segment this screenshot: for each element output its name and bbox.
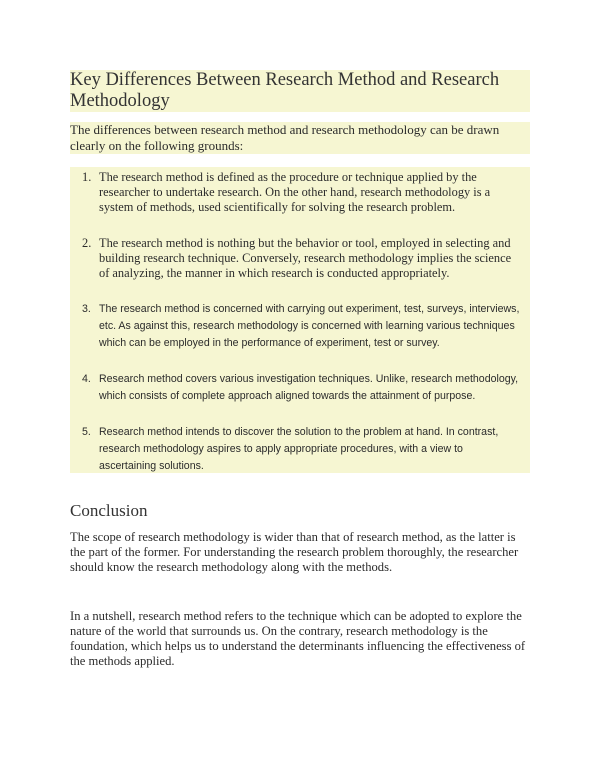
differences-list-box: [70, 167, 530, 473]
summary-paragraph: In a nutshell, research method refers to the technique which can be adopted to explore the nature of the world that surrounds us. On the contrary, research methodology is the foundation, which helps us to understand the determinants influencing the effectiveness of the methods applied.: [70, 609, 526, 668]
list-item-number: 5.: [82, 426, 91, 438]
list-item: [82, 170, 522, 215]
list-item-text: Research method covers various investigation techniques. Unlike, research methodology, which consists of complete approach aligned towards the attainment of purpose.: [99, 373, 519, 402]
page-title: Key Differences Between Research Method and Research Methodology: [70, 70, 530, 112]
list-item: [82, 301, 522, 352]
list-item-number: 2.: [82, 236, 92, 250]
list-item: [82, 424, 522, 475]
list-item-text: Research method intends to discover the solution to the problem at hand. In contrast, research methodology aspires to apply appropriate procedures, with a view to ascertaining solutions.: [99, 426, 499, 472]
list-item-number: 3.: [82, 303, 91, 315]
list-item: [82, 371, 522, 405]
list-item-text: The research method is defined as the procedure or technique applied by the researcher to undertake research. On the other hand, research methodology is a system of methods, used scientifically for solving the research problem.: [99, 170, 491, 214]
list-item: [82, 236, 522, 281]
intro-paragraph: The differences between research method and research methodology can be drawn clearly on the following grounds:: [70, 122, 530, 154]
list-item-text: The research method is concerned with carrying out experiment, test, surveys, interviews, etc. As against this, research methodology is concerned with learning various techniques which can be employed in the performance of experiment, test or survey.: [99, 303, 520, 349]
list-item-text: The research method is nothing but the behavior or tool, employed in selecting and building research technique. Conversely, research methodology implies the science of analyzing, the manner in which research is conducted appropriately.: [99, 236, 512, 280]
list-item-number: 4.: [82, 373, 91, 385]
list-item-number: 1.: [82, 170, 92, 184]
conclusion-paragraph: The scope of research methodology is wider than that of research method, as the latter is the part of the former. For understanding the research problem thoroughly, the researcher should know the research methodology along with the methods.: [70, 530, 519, 574]
conclusion-heading: Conclusion: [70, 501, 148, 520]
